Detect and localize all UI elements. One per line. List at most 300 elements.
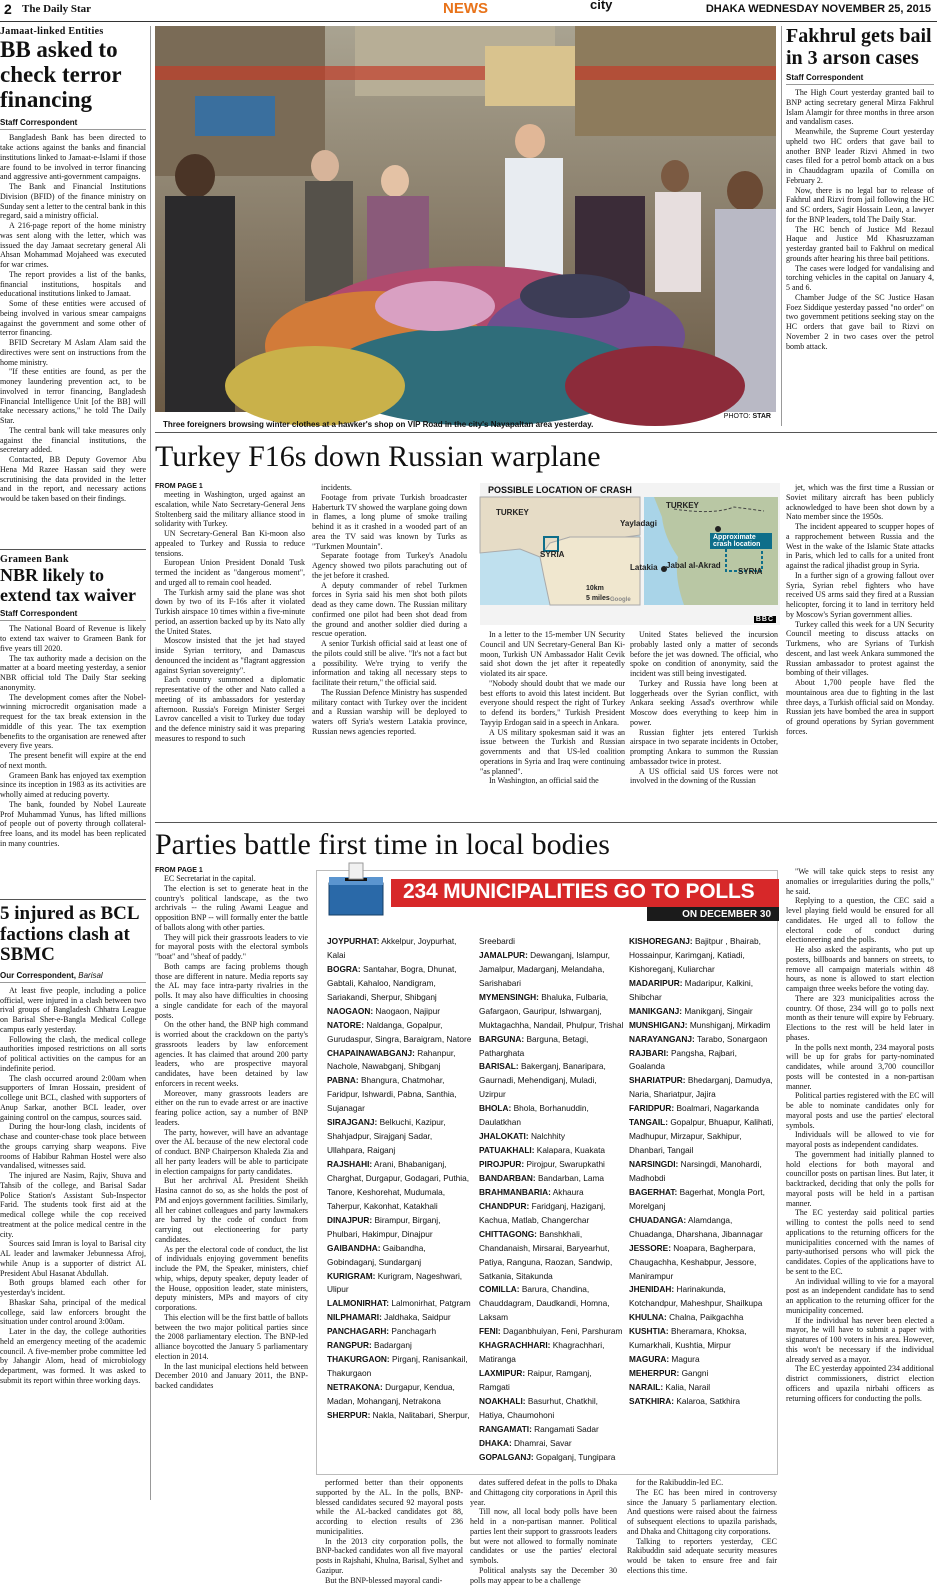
district-name: LALMONIRHAT: <box>327 1298 389 1308</box>
paragraph: The party, however, will have an advantage over the AL because of the new electoral code of conduct. BNP Chairperson Khaleda Zia and all her party leaders will be able to participate in election campaigns for party candidates. <box>155 1128 308 1177</box>
district-entry <box>629 1158 774 1186</box>
district-name: NILPHAMARI: <box>327 1312 382 1322</box>
bbc-logo: BBC <box>754 616 776 623</box>
district-name: KURIGRAM: <box>327 1271 375 1281</box>
paragraph: Replying to a question, the CEC said a level playing field would be ensured for all candidates. He urged all to follow the electoral code of conduct during electioneering and the polls. <box>786 896 934 945</box>
bb-headline: BB asked to check terror financing <box>0 38 146 112</box>
district-entry <box>479 1451 624 1465</box>
photo-credit-label: PHOTO: <box>724 413 751 420</box>
district-name: NETRAKONA: <box>327 1382 383 1392</box>
district-entry <box>479 1367 624 1395</box>
municipality-list: Dhamrai, Savar <box>514 1438 572 1448</box>
district-entry <box>479 1102 624 1130</box>
paragraph: In a letter to the 15-member UN Security Council and UN Secretary-General Ban Ki-moon, Turkish UN Ambassador Halit Cevik said shot down the jet after it repeatedly violated its air space. <box>480 630 625 679</box>
paragraph: meeting in Washington, urged against an escalation, while Nato Secretary-General Jens Stoltenberg said the military alliance stood in solidarity with Turkey. <box>155 490 305 529</box>
paragraph: The election is set to generate heat in the country's political landscape, as the two archrivals -- the ruling Awami League and opposition BNP -- will formally enter the battle of ballots along with other parties. <box>155 884 308 933</box>
district-name: CHITTAGONG: <box>479 1229 537 1239</box>
section-label: NEWS <box>443 0 488 17</box>
district-name: RANGAMATI: <box>479 1424 532 1434</box>
district-name: FENI: <box>479 1326 501 1336</box>
photo-credit-source: STAR <box>752 413 771 420</box>
paragraph: But her archrival AL President Sheikh Hasina cannot do so, as she holds the post of PM and enjoys government facilities. Similarly, all her cabinet colleagues and party lawmakers are barred by the code of conduct from carrying out electioneering for party candidates. <box>155 1176 308 1244</box>
municipality-list: Harinakunda, Kotchandpur, Maheshpur, Shailkupa <box>629 1284 762 1308</box>
bcl-byline-place: Barisal <box>78 971 102 980</box>
district-entry <box>327 1047 472 1075</box>
municipality-list: Kurigram, Nageshwari, Ulipur <box>327 1271 462 1295</box>
map-label-syria-detail: SYRIA <box>738 567 762 576</box>
paragraph: During the hour-long clash, incidents of chase and counter-chase took place between the groups carrying sharp weapons. Five rooms of Habibur Rahman Hostel were also vandalised, witnesses said. <box>0 1122 146 1171</box>
district-entry <box>327 1353 472 1381</box>
nbr-kicker: Grameen Bank <box>0 549 146 565</box>
ballot-box-icon <box>325 863 387 917</box>
paragraph: Russian fighter jets entered Turkish airspace in two separate incidents in October, prompting Ankara to summon the Russian ambassador twice in protest. <box>630 728 778 767</box>
district-name: JHENIDAH: <box>629 1284 674 1294</box>
district-name: LAXMIPUR: <box>479 1368 525 1378</box>
district-name: MANIKGANJ: <box>629 1006 682 1016</box>
paragraph: The central bank will take measures only against the financial institutions, the secretary added. <box>0 426 146 455</box>
district-entry <box>479 949 624 991</box>
municipality-list: Barguna, Betagi, Patharghata <box>479 1034 588 1058</box>
detail-map <box>644 497 778 605</box>
municipality-list: Khagrachhari, Matiranga <box>479 1340 604 1364</box>
district-entry <box>327 963 472 1005</box>
paragraph: "If these entities are found, as per the money laundering prevention act, to be involved in terror financing, Bangladesh Financial Intelligence Unit [of the BB] will take necessary actions," he told The Daily Star. <box>0 367 146 426</box>
paragraph: "Nobody should doubt that we made our best efforts to avoid this latest incident. But everyone should respect the right of Turkey to defend its borders," Turkish President Tayyip Erdogan said in a speech in Ankara. <box>480 679 625 728</box>
crash-map <box>480 483 780 625</box>
section-rule <box>155 432 937 433</box>
municipality-list: Kalaroa, Satkhira <box>676 1396 740 1406</box>
district-name: FARIDPUR: <box>629 1103 674 1113</box>
paragraph: The government had initially planned to hold elections for both mayoral and councillor posts on partisan lines. But later, it backtracked, deciding that only the polls for mayoral posts will be held in a partisan manner. <box>786 1150 934 1209</box>
paragraph: United States believed the incursion probably lasted only a matter of seconds before the jet was downed. The official, who spoke on condition of anonymity, said the incident was still being investigated. <box>630 630 778 679</box>
district-name: SIRAJGANJ: <box>327 1117 377 1127</box>
paragraph: If the individual has never been elected a mayor, he will have to submit a paper with signatures of 100 voters in his area. However, this won't be necessary if the individual already served as a mayor. <box>786 1316 934 1365</box>
paragraph: In a further sign of a growing fallout over Syria, Syrian rebel fighters who have received US arms said they fired at a Russian helicopter, forcing it to land in territory held by Moscow's Syrian government allies. <box>786 571 934 620</box>
municipality-list: Gopalganj, Tungipara <box>536 1452 615 1462</box>
district-entry <box>327 935 472 963</box>
paragraph: Now, there is no legal bar to release of Fakhrul and Rizvi from jail following the HC and SC orders, Sagir Hossain Leon, a lawyer for the BNP leaders, told The Daily Star. <box>786 186 934 225</box>
district-name: PATUAKHALI: <box>479 1145 534 1155</box>
district-entry <box>327 1242 472 1270</box>
district-entry <box>327 1325 472 1339</box>
paragraph: "We will take quick steps to resist any anomalies or irregularities during the polls," he said. <box>786 867 934 896</box>
paragraph: Individuals will be allowed to vie for mayoral posts as independent candidates. <box>786 1130 934 1150</box>
district-name: KHULNA: <box>629 1312 667 1322</box>
paragraph: In the last municipal elections held between December 2010 and January 2011, the BNP-backed candidates <box>155 1362 308 1391</box>
paragraph: The HC bench of Justice Md Rezaul Haque and Justice Md Khasruzzaman yesterday granted bail to Fakhrul on medical grounds after hearing his three bail petitions. <box>786 225 934 264</box>
municipality-list: Badarganj <box>374 1340 412 1350</box>
district-name: JHALOKATI: <box>479 1131 529 1141</box>
turkey-col1 <box>155 483 305 813</box>
paragraph: incidents. <box>312 483 467 493</box>
municipality-list: Narsingdi, Manohardi, Madhobdi <box>629 1159 762 1183</box>
turkey-body-1 <box>155 490 305 810</box>
municipality-list: Manikganj, Singair <box>684 1006 752 1016</box>
paragraph: At least five people, including a police official, were injured in a clash between two rival groups of Bangladesh Chhatra League on Barisal Sher-e-Bangla Medical College campus early yesterday. <box>0 986 146 1035</box>
masthead <box>0 0 937 22</box>
paragraph: The present benefit will expire at the end of next month. <box>0 751 146 771</box>
photo-credit <box>724 413 771 420</box>
paragraph: There are 323 municipalities across the country. Of those, 234 will go to polls next month as their tenure will expire by February. Elections to the rest will be held later in phases. <box>786 994 934 1043</box>
paragraph: Sources said Imran is loyal to Barisal city AL leader and lawmaker Jebunnessa Afroj, while Anup is a supporter of district AL President Abul Hasanat Abdullah. <box>0 1239 146 1278</box>
district-entry <box>327 1339 472 1353</box>
district-name: JOYPURHAT: <box>327 936 379 946</box>
fakhrul-byline: Staff Correspondent <box>786 73 934 85</box>
district-name: MEHERPUR: <box>629 1368 679 1378</box>
fakhrul-story <box>786 26 934 426</box>
paragraph: European Union President Donald Tusk termed the incident as "dangerous moment", and urged all to remain cool headed. <box>155 558 305 587</box>
district-entry <box>479 1283 624 1325</box>
paper-name: The Daily Star <box>22 3 91 15</box>
district-name: CHAPAINAWABGANJ: <box>327 1048 415 1058</box>
turkey-col5 <box>786 483 934 815</box>
mun-header <box>317 871 777 917</box>
local-bottom-2 <box>316 1478 463 1500</box>
local-bottom-3 <box>470 1478 617 1500</box>
news-photo <box>155 26 776 412</box>
paragraph: A 216-page report of the home ministry was sent along with the letter, which was issued the day Jamaat secretary general Ali Ahsan Mohammad Mojaheed was executed for war crimes. <box>0 221 146 270</box>
municipality-list: Belkuchi, Kazipur, Shahjadpur, Sirajganj Sadar, Ullahpara, Raiganj <box>327 1117 446 1155</box>
district-entry <box>479 1186 624 1200</box>
turkey-col3 <box>480 630 625 815</box>
fakhrul-body <box>786 88 934 398</box>
turkey-col2 <box>312 483 467 813</box>
paragraph: In the 2013 city corporation polls, the BNP-backed candidates won all five mayoral posts in Rajshahi, Khulna, Barisal, Sylhet and Gazipur. <box>316 1537 463 1576</box>
district-name: COMILLA: <box>479 1284 520 1294</box>
district-entry <box>327 1019 472 1047</box>
mun-col-3 <box>629 935 774 1470</box>
paragraph: The Russian Defence Ministry has suspended military contact with Turkey over the incident and a Russian warship will be deployed to waters off Syria's western Latakia province, Russian news agencies reported. <box>312 688 467 737</box>
municipality-list: Bandarban, Lama <box>538 1173 604 1183</box>
mun-col-1 <box>327 935 472 1470</box>
municipality-list: Durgapur, Kendua, Madan, Mohanganj, Netrakona <box>327 1382 455 1406</box>
fakhrul-headline: Fakhrul gets bail in 3 arson cases <box>786 26 934 69</box>
map-label-yayladagi: Yayladagi <box>620 519 657 528</box>
paragraph: Separate footage from Turkey's Anadolu Agency showed two pilots parachuting out of the jet before it crashed. <box>312 551 467 580</box>
paragraph: Grameen Bank has enjoyed tax exemption since its inception in 1983 as its activities are wholly aimed at reducing poverty. <box>0 771 146 800</box>
district-entry <box>479 1395 624 1423</box>
municipality-list: Naogaon, Najipur <box>375 1006 440 1016</box>
district-entry <box>629 1395 774 1409</box>
municipality-list: Akkelpur, Joypurhat, Kalai <box>327 936 456 960</box>
nbr-headline: NBR likely to extend tax waiver <box>0 566 146 605</box>
map-scale-km: 10km <box>586 585 604 592</box>
district-name: MYMENSINGH: <box>479 992 539 1002</box>
edition-label: city <box>590 0 612 12</box>
district-name: BRAHMANBARIA: <box>479 1187 551 1197</box>
district-entry <box>327 1214 472 1242</box>
paragraph: A US military spokesman said it was an issue between the Turkish and Russian governments and that US-led coalition operations in Syria and Iraq were continuing "as planned". <box>480 728 625 777</box>
bcl-byline-text: Our Correspondent, <box>0 971 76 980</box>
district-name: CHUADANGA: <box>629 1215 686 1225</box>
district-entry <box>327 1311 472 1325</box>
district-name: NARAYANGANJ: <box>629 1034 695 1044</box>
district-entry <box>629 1311 774 1325</box>
section-rule <box>155 822 937 823</box>
map-scale-miles: 5 miles <box>586 595 610 602</box>
mun-banner: 234 MUNICIPALITIES GO TO POLLS <box>391 879 779 907</box>
district-entry <box>479 1200 624 1228</box>
column-rule <box>150 26 151 1500</box>
paragraph: The report provides a list of the banks, financial institutions, hospitals and educational institutions linked to Jamaat. <box>0 270 146 299</box>
municipality-list: Madaripur, Kalkini, Shibchar <box>629 978 753 1002</box>
map-label-turkey-detail: TURKEY <box>666 501 699 510</box>
nbr-byline: Staff Correspondent <box>0 609 146 621</box>
district-name: BANDARBAN: <box>479 1173 536 1183</box>
dateline: DHAKA WEDNESDAY NOVEMBER 25, 2015 <box>706 3 931 15</box>
municipality-list: Noapara, Bagherpara, Chaugachha, Keshabpur, Jessore, Manirampur <box>629 1243 756 1281</box>
local-col1 <box>155 867 308 1497</box>
district-entry <box>327 1116 472 1158</box>
district-entry <box>327 1270 472 1298</box>
municipality-list: Lalmonirhat, Patgram <box>391 1298 470 1308</box>
local-body-5 <box>786 867 934 1497</box>
local-headline: Parties battle first time in local bodies <box>155 828 775 861</box>
paragraph: Meanwhile, the Supreme Court yesterday upheld two HC orders that gave bail to another BNP leader Rizvi Ahmed in two cases filed for a petrol bomb attack on a bus in Chauddagram upazila of Comilla on February 2. <box>786 127 934 186</box>
district-entry <box>479 1144 624 1158</box>
district-entry <box>479 1423 624 1437</box>
paragraph: Later in the day, the college authorities held an emergency meeting of the academic council. A five-member probe committee led by Jahangir Alom, head of microbiology department, was formed. It was asked to submit its report within three working days. <box>0 1327 146 1386</box>
map-label-latakia: Latakia <box>630 563 658 572</box>
turkey-from: FROM PAGE 1 <box>155 483 305 490</box>
municipality-list: Raipur, Ramganj, Ramgati <box>479 1368 592 1392</box>
paragraph: In Washington, an official said the <box>480 776 625 786</box>
municipality-list: Basurhut, Chatkhil, Hatiya, Chaumohoni <box>479 1396 598 1420</box>
paragraph: Till now, all local body polls have been held in a non-partisan manner. Political parties lent their support to grassroots leaders but were not allowed to formally nominate candidates or use the parties' electoral symbols. <box>470 1507 617 1566</box>
district-entry <box>479 1172 624 1186</box>
paragraph: The clash occurred around 2:00am when supporters of Imran Hossain, president of college unit BCL, clashed with supporters of Anup Sarkar, another BCL leader, over gaining control on the campus, sources said. <box>0 1074 146 1123</box>
local-from: FROM PAGE 1 <box>155 867 308 874</box>
district-name: RAJSHAHI: <box>327 1159 372 1169</box>
municipality-list: Banshkhali, Chandanaish, Mirsarai, Baryearhut, Patiya, Ranguna, Raozan, Sandwip, Satkania, Sitakunda <box>479 1229 612 1281</box>
district-entry <box>629 1381 774 1395</box>
map-label-crash: Approximate crash location <box>710 533 772 549</box>
district-entry <box>327 1005 472 1019</box>
paragraph: The cases were lodged for vandalising and torching vehicles in the capital on January 4, 5 and 6. <box>786 264 934 293</box>
mun-col-2 <box>479 935 624 1470</box>
left-column <box>0 26 146 1500</box>
municipality-list: Pirganj, Ranisankail, Thakurgaon <box>327 1354 468 1378</box>
municipality-list: Panchagarh <box>391 1326 436 1336</box>
paragraph: BFID Secretary M Aslam Alam said the directives were sent on instructions from the home ministry. <box>0 338 146 367</box>
district-entry <box>479 1033 624 1061</box>
paragraph: The bank, founded by Nobel Laureate Prof Muhammad Yunus, has lifted millions of people out of poverty through collateral-free loans, and its model has been replicated in many countries. <box>0 800 146 849</box>
district-name: JAMALPUR: <box>479 950 528 960</box>
local-body-1 <box>155 874 308 1494</box>
district-entry <box>629 1353 774 1367</box>
paragraph: The Turkish army said the plane was shot down by two of its F-16s after it violated Turkish airspace 10 times within a five-minute period, an assertion backed up by its Nato ally the United States. <box>155 588 305 637</box>
paragraph: EC Secretariat in the capital. <box>155 874 308 884</box>
municipality-list: Sreebardi <box>479 936 515 946</box>
column-rule <box>781 26 782 426</box>
district-name: PIROJPUR: <box>479 1159 524 1169</box>
paragraph: He also asked the aspirants, who put up posters, billboards and banners on streets, to remove all campaign materials within 48 hours, as none is allowed to start election campaign three weeks before the voting day. <box>786 945 934 994</box>
municipality-list: Magura <box>671 1354 699 1364</box>
municipality-list: Alamdanga, Chuadanga, Dharshana, Jibannagar <box>629 1215 763 1239</box>
district-entry <box>629 1283 774 1311</box>
mun-date: ON DECEMBER 30 <box>647 907 779 921</box>
municipality-list: Arani, Bhabaniganj, Charghat, Durgapur, Godagari, Puthia, Tanore, Keshorehat, Mudumala, Taherpur, Kakonhat, Katakhali <box>327 1159 469 1211</box>
district-name: NARAIL: <box>629 1382 663 1392</box>
municipality-list: Jaldhaka, Saidpur <box>384 1312 450 1322</box>
district-entry <box>479 1339 624 1367</box>
district-entry <box>327 1297 472 1311</box>
municipality-list: Bheramara, Khoksa, Kumarkhali, Kushtia, Mirpur <box>629 1326 747 1350</box>
bcl-body <box>0 986 146 1466</box>
paragraph: Moscow insisted that the jet had stayed inside Syrian territory, and Damascus denounced the incident as "flagrant aggression against Syrian sovereignty". <box>155 636 305 675</box>
district-entry <box>629 1325 774 1353</box>
district-entry <box>629 1005 774 1019</box>
paragraph: An individual willing to vie for a mayoral post as an independent candidate has to send an application to the returning officer for the municipality concerned. <box>786 1277 934 1316</box>
bb-byline: Staff Correspondent <box>0 118 146 130</box>
district-entry <box>327 1381 472 1409</box>
district-entry <box>629 1186 774 1214</box>
district-name: GOPALGANJ: <box>479 1452 534 1462</box>
district-entry <box>479 1325 624 1339</box>
paragraph: The tax authority made a decision on the matter at a board meeting yesterday, a senior NBR official told The Daily Star seeking anonymity. <box>0 654 146 693</box>
municipality-list: Bajitpur , Bhairab, Hossainpur, Karimganj, Katiadi, Kishoreganj, Kuliarchar <box>629 936 761 974</box>
district-name: NAOGAON: <box>327 1006 373 1016</box>
district-name: BAGERHAT: <box>629 1187 677 1197</box>
bcl-byline <box>0 971 146 983</box>
paragraph: On the other hand, the BNP high command is worried about the crackdown on the party's grassroots leaders by law enforcement agencies. It has claimed that around 200 party leaders, who are prospective mayoral candidates, have been detained by law enforcers in recent weeks. <box>155 1020 308 1088</box>
municipality-list: Gopalpur, Bhuapur, Kalihati, Madhupur, Mirzapur, Sakhipur, Dhanbari, Tangail <box>629 1117 774 1155</box>
municipality-list: Gaibandha, Gobindaganj, Sundarganj <box>327 1243 426 1267</box>
municipality-list: Faridganj, Haziganj, Kachua, Matlab, Changerchar <box>479 1201 605 1225</box>
municipality-list: Munshiganj, Mirkadim <box>690 1020 771 1030</box>
district-entry <box>629 977 774 1005</box>
district-name: BOGRA: <box>327 964 361 974</box>
local-body-3 <box>470 1478 617 1500</box>
paragraph: A US official said US forces were not involved in the downing of the Russian <box>630 767 778 787</box>
district-name: KISHOREGANJ: <box>629 936 693 946</box>
district-name: NOAKHALI: <box>479 1396 526 1406</box>
district-entry <box>629 1019 774 1033</box>
district-entry <box>629 1047 774 1075</box>
paragraph: Following the clash, the medical college authorities imposed restrictions on all sorts of political activities on the campus for an indefinite period. <box>0 1035 146 1074</box>
paragraph: The EC has been mired in controversy since the January 5 parliamentary election. And questions were raised about the fairness of subsequent elections to upazila parishads, and Dhaka and Chittagong city corporations. <box>627 1488 777 1537</box>
district-entry <box>629 1102 774 1116</box>
district-name: SATKHIRA: <box>629 1396 674 1406</box>
paragraph: dates suffered defeat in the polls to Dhaka and Chittagong city corporations in April this year. <box>470 1478 617 1507</box>
district-name: THAKURGAON: <box>327 1354 390 1364</box>
district-name: SHARIATPUR: <box>629 1075 686 1085</box>
paragraph: for the Rakibuddin-led EC. <box>627 1478 777 1488</box>
paragraph: Some of these entities were accused of being involved in various smear campaigns against the government and some other of terror financing. <box>0 299 146 338</box>
municipality-list: Birampur, Birganj, Phulbari, Hakimpur, Dinajpur <box>327 1215 440 1239</box>
paragraph: This election will be the first battle of ballots between the two major political parties since the 2008 parliamentary election. The BNP-led alliance boycotted the January 5 parliamentary election in 2014. <box>155 1313 308 1362</box>
paragraph: Bhaskar Saha, principal of the medical college, said law enforcers brought the situation under control around 3:00am. <box>0 1298 146 1327</box>
district-name: KUSHTIA: <box>629 1326 669 1336</box>
municipalities-box <box>316 870 778 1475</box>
district-entry <box>629 1214 774 1242</box>
paragraph: The Bank and Financial Institutions Division (BFID) of the finance ministry on Sunday sent a letter to the central bank in this regard, said a ministry official. <box>0 182 146 221</box>
map-label-turkey: TURKEY <box>496 508 529 517</box>
bb-body <box>0 133 146 543</box>
district-entry <box>479 1228 624 1284</box>
district-name: BARGUNA: <box>479 1034 524 1044</box>
paragraph: Contacted, BB Deputy Governor Abu Hena Md Razee Hassan said they were scrutinising the data provided in the letter and in the report, and necessary actions would be taken based on their findings. <box>0 455 146 504</box>
map-label-syria: SYRIA <box>540 550 564 559</box>
district-name: RAJBARI: <box>629 1048 669 1058</box>
district-name: NATORE: <box>327 1020 364 1030</box>
map-label-jabal: Jabal al-Akrad <box>666 561 721 570</box>
paragraph: Political parties registered with the EC will be able to nominate candidates only for mayoral posts and use the parties' electoral symbols. <box>786 1091 934 1130</box>
paragraph: Each country summoned a diplomatic representative of the other and Nato called a meeting of its ambassadors for yesterday afternoon. Russia's Foreign Minister Sergei Lavrov cancelled a visit to Turkey due today and the defence ministry said it was preparing measures to respond to such <box>155 675 305 743</box>
district-entry <box>629 935 774 977</box>
district-name: PANCHAGARH: <box>327 1326 389 1336</box>
local-body-4 <box>627 1478 777 1500</box>
district-entry <box>479 1060 624 1102</box>
district-entry <box>629 1367 774 1381</box>
municipality-list: Bhaluka, Fulbaria, Gafargaon, Gauripur, Ishwarganj, Muktagachha, Nandail, Phulpur, Trishal <box>479 992 623 1030</box>
municipality-list: Santahar, Bogra, Dhunat, Gabtali, Kahaloo, Nandigram, Sariakandi, Sherpur, Shibganj <box>327 964 457 1002</box>
district-name: DINAJPUR: <box>327 1215 372 1225</box>
bcl-headline: 5 injured as BCL factions clash at SBMC <box>0 899 146 966</box>
municipality-list: Bagerhat, Mongla Port, Morelganj <box>629 1187 765 1211</box>
local-bottom-4 <box>627 1478 777 1500</box>
municipality-list: Daganbhuiyan, Feni, Parshuram <box>503 1326 622 1336</box>
district-name: GAIBANDHA: <box>327 1243 380 1253</box>
municipality-list: Pirojpur, Swarupkathi <box>527 1159 605 1169</box>
paragraph: Both groups blamed each other for yesterday's incident. <box>0 1278 146 1298</box>
district-entry <box>479 991 624 1033</box>
paragraph: Turkey called this week for a UN Security Council meeting to discuss attacks on Turkmens, who are Syrians of Turkish descent, and last week Ankara summoned the Russian ambassador to protest against the bombing of their villages. <box>786 620 934 679</box>
district-entry <box>479 1158 624 1172</box>
paragraph: The incident appeared to scupper hopes of a rapprochement between Russia and the West in the wake of the Islamic State attacks in Paris, which led to calls for a united front against the radical jihadist group in Syria. <box>786 522 934 571</box>
municipality-list: Nakla, Nalitabari, Sherpur, <box>373 1410 470 1420</box>
paragraph: jet, which was the first time a Russian or Soviet military aircraft has been publicly acknowledged to have been shot down by a Nato member since the 1950s. <box>786 483 934 522</box>
paragraph: The EC yesterday appointed 234 additional district commissioners, district election officers and upazila nirbahi officers as returning officers for conducting the polls. <box>786 1364 934 1403</box>
district-name: BHOLA: <box>479 1103 511 1113</box>
paragraph: Both camps are facing problems though those are different in nature. Media reports say the AL may face intra-party rivalries in the polls. It may also have difficulties in choosing a single candidate for each of the mayoral posts. <box>155 962 308 1021</box>
paragraph: Footage from private Turkish broadcaster Haberturk TV showed the warplane going down in flames, a long plume of smoke trailing behind it as it crashed in a wooded part of an area the TV said was known by Turks as "Turkmen Mountain". <box>312 493 467 552</box>
district-name: SHERPUR: <box>327 1410 370 1420</box>
district-entry <box>629 1116 774 1158</box>
district-entry <box>327 1158 472 1214</box>
district-name: PABNA: <box>327 1075 359 1085</box>
paragraph: The High Court yesterday granted bail to BNP acting secretary general Mirza Fakhrul Islam Alamgir for three months in three arson and vandalism cases. <box>786 88 934 127</box>
municipality-list: Kalapara, Kuakata <box>537 1145 605 1155</box>
paragraph: A senior Turkish official said at least one of the pilots could still be alive. "It's not a fact but a possibility. We're trying to verify the information and taking all necessary steps to facilitate their return," the official said. <box>312 639 467 688</box>
municipality-list: Bhangura, Chatmohar, Faridpur, Ishwardi, Pabna, Santhia, Sujanagar <box>327 1075 457 1113</box>
turkey-body-5 <box>786 483 934 815</box>
district-name: MUNSHIGANJ: <box>629 1020 688 1030</box>
municipality-list: Naldanga, Gopalpur, Gurudaspur, Singra, Baraigram, Natore <box>327 1020 471 1044</box>
municipality-list: Rahanpur, Nachole, Nawabganj, Shibganj <box>327 1048 456 1072</box>
map-google: Google <box>610 597 631 603</box>
district-name: NARSINGDI: <box>629 1159 678 1169</box>
paragraph: As per the electoral code of conduct, the list of individuals enjoying government benefits include the PM, the Speaker, ministers, chief whip, whips, deputy speaker, deputy leader of the House, opposition leader, state ministers, deputy ministers, MPs and mayors of city corporations. <box>155 1245 308 1313</box>
paragraph: The injured are Nasim, Rajiv, Shuva and Tahsib of the college, and Barisal Sadar Police Station's Assistant Sub-Inspector Farid. The students took first aid at the medical college while the cop received treatment at the police medical centre in the city. <box>0 1171 146 1239</box>
paragraph: Turkey and Russia have long been at loggerheads over the Syrian conflict, with Ankara seeking Assad's overthrow while Moscow does everything to keep him in power. <box>630 679 778 728</box>
nbr-body <box>0 624 146 892</box>
district-name: BARISAL: <box>479 1061 519 1071</box>
paragraph: They will pick their grassroots leaders to vie for mayoral posts with the electoral symbols "boat" and "sheaf of paddy." <box>155 933 308 962</box>
paragraph: UN Secretary-General Ban Ki-moon also appealed to Turkey and Russia to reduce tensions. <box>155 529 305 558</box>
municipality-list: Chalna, Paikgachha <box>669 1312 743 1322</box>
district-name: RANGPUR: <box>327 1340 372 1350</box>
district-name: CHANDPUR: <box>479 1201 529 1211</box>
turkey-col4 <box>630 630 778 815</box>
photo-illustration <box>155 26 776 412</box>
municipality-list: Bhedarganj, Damudya, Naria, Shariatpur, Jajira <box>629 1075 773 1099</box>
municipality-list: Rangamati Sadar <box>534 1424 599 1434</box>
paragraph: The development comes after the Nobel-winning microcredit organisation made a request for the tax break extension in the middle of this year. The tax exemption benefits to the organisation are renewed after every five years. <box>0 693 146 752</box>
district-entry <box>479 1437 624 1451</box>
local-col5 <box>786 867 934 1497</box>
district-name: MADARIPUR: <box>629 978 682 988</box>
